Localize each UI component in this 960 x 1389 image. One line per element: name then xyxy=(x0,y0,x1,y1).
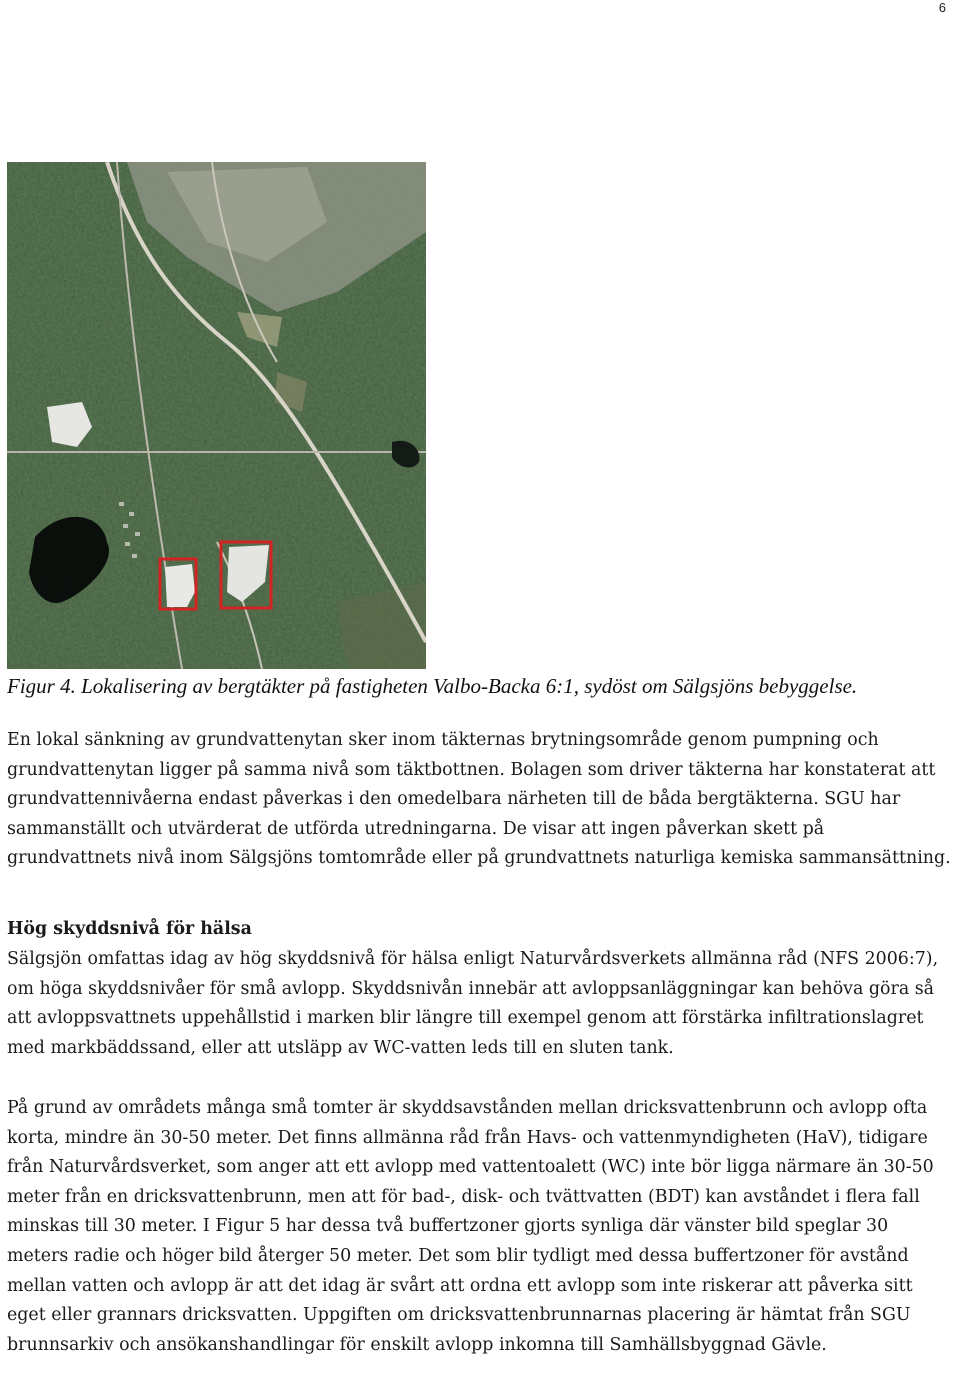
section-heading: Hög skyddsnivå för hälsa xyxy=(7,919,252,939)
paragraph-protection-level: Sälgsjön omfattas idag av hög skyddsnivå för hälsa enligt Naturvårdsverkets allmänna råd (NFS 2006:7), om höga skyddsnivåer för små avlopp. Skyddsnivån innebär att avloppsanläggningar kan behöva göra så att avloppsvattnets uppehållstid i marken blir längre till exempel genom att förstärka infiltrationslagret med markbäddssand, eller att utsläpp av WC-vatten leds till en sluten tank. xyxy=(7,949,939,1058)
page-number: 6 xyxy=(938,0,946,15)
aerial-photo xyxy=(7,162,426,669)
paragraph-buffer-zones: På grund av områdets många små tomter är skyddsavstånden mellan dricksvattenbrunn och avlopp ofta korta, mindre än 30-50 meter. Det finns allmänna råd från Havs- och vattenmyndigheten (HaV), tidigare från Naturvårdsverket, som anger att ett avlopp med vattentoalett (WC) inte bör ligga närmare än 30-50 meter från en dricksvattenbrunn, men att för bad-, disk- och tvättvatten (BDT) kan avståndet i flera fall minskas till 30 meter. I Figur 5 har dessa två buffertzoner gjorts synliga där vänster bild speglar 30 meters radie och höger bild återger 50 meter. Det som blir tydligt med dessa buffertzoner för avstånd mellan vatten och avlopp är att det idag är svårt att ordna ett avlopp som inte riskerar att påverka sitt eget eller grannars dricksvatten. Uppgiften om dricksvattenbrunnarnas placering är hämtat från SGU brunnsarkiv och ansökanshandlingar för enskilt avlopp inkomna till Samhällsbyggnad Gävle. xyxy=(7,1098,934,1355)
paragraph-groundwater: En lokal sänkning av grundvattenytan sker inom täkternas brytningsområde genom pumpning och grundvattenytan ligger på samma nivå som täktbottnen. Bolagen som driver täkterna har konstaterat att grundvattennivåerna endast påverkas i den omedelbara närheten till de båda bergtäkterna. SGU har sammanställt och utvärderat de utförda utredningarna. De visar att ingen påverkan skett på grundvattnets nivå inom Sälgsjöns tomtområde eller på grundvattnets naturliga kemiska sammansättning. xyxy=(7,730,951,869)
figure-caption: Figur 4. Lokalisering av bergtäkter på fastigheten Valbo-Backa 6:1, sydöst om Sälgsjöns bebyggelse. xyxy=(7,674,858,698)
